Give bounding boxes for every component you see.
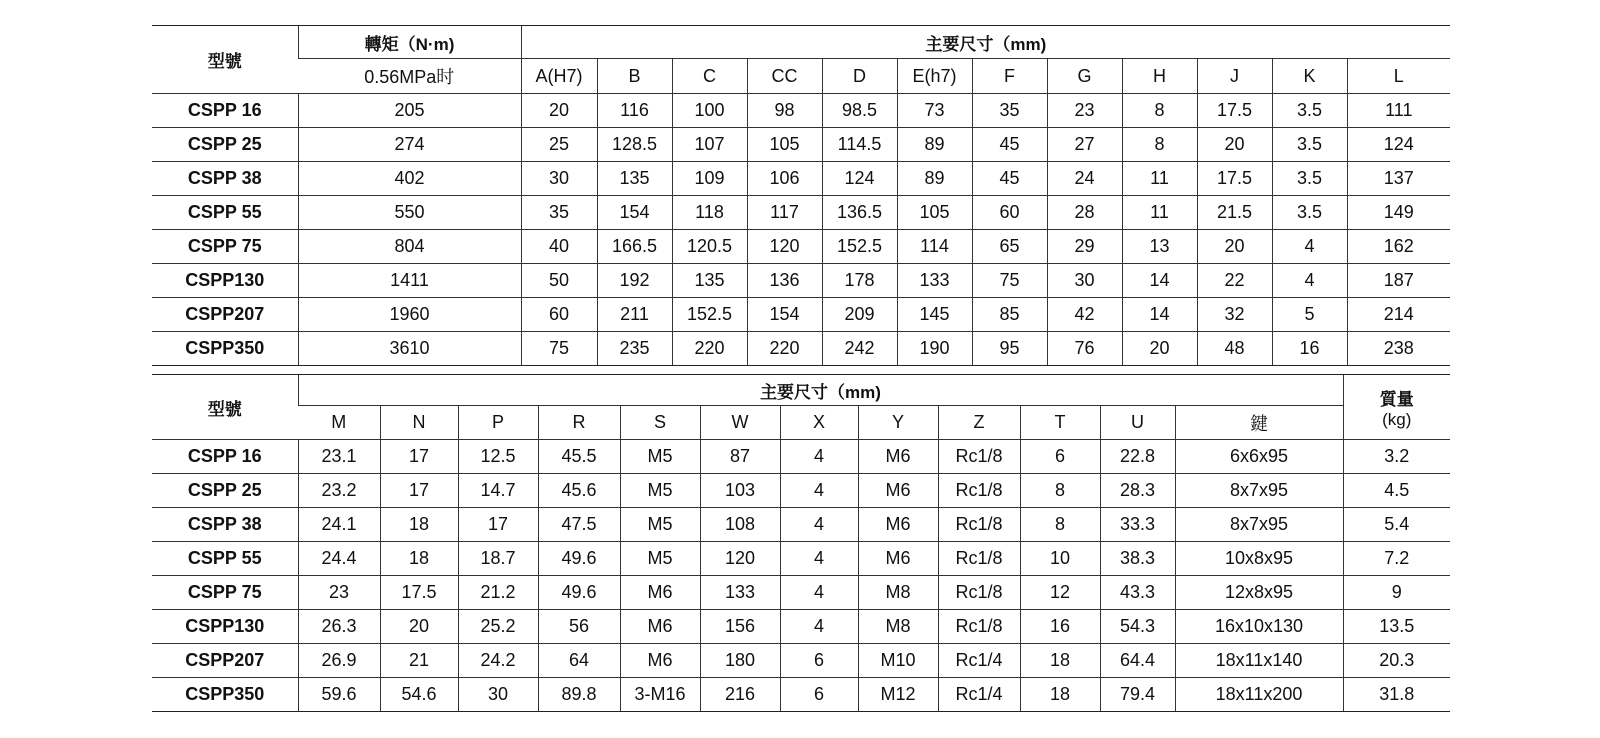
table-row	[152, 162, 1450, 196]
value-cell: 13.5	[1343, 610, 1450, 644]
value-cell: 24.1	[298, 508, 380, 542]
value-cell: 54.6	[380, 678, 458, 712]
header-mass-label: 質量	[1379, 389, 1414, 409]
value-cell: 178	[822, 264, 897, 298]
value-cell: Rc1/4	[938, 644, 1020, 678]
value-cell: 133	[700, 576, 780, 610]
value-cell: 49.6	[538, 542, 620, 576]
value-cell: 17	[380, 440, 458, 474]
value-cell: 45	[972, 128, 1047, 162]
column-header: A(H7)	[521, 59, 597, 94]
value-cell: 152.5	[672, 298, 747, 332]
value-cell: 30	[521, 162, 597, 196]
column-header: S	[620, 406, 700, 440]
dimension-table-top	[152, 25, 1450, 366]
value-cell: 29	[1047, 230, 1122, 264]
model-cell: CSPP207	[152, 644, 298, 678]
value-cell: 13	[1122, 230, 1197, 264]
table-row	[152, 474, 1450, 508]
value-cell: M5	[620, 508, 700, 542]
value-cell: 38.3	[1100, 542, 1175, 576]
value-cell: 402	[298, 162, 521, 196]
value-cell: 98.5	[822, 94, 897, 128]
value-cell: 50	[521, 264, 597, 298]
table-row	[152, 542, 1450, 576]
value-cell: 11	[1122, 162, 1197, 196]
value-cell: 550	[298, 196, 521, 230]
value-cell: 32	[1197, 298, 1272, 332]
value-cell: 192	[597, 264, 672, 298]
column-header: M	[298, 406, 380, 440]
value-cell: M6	[858, 440, 938, 474]
value-cell: 65	[972, 230, 1047, 264]
value-cell: 30	[458, 678, 538, 712]
value-cell: 28	[1047, 196, 1122, 230]
value-cell: 109	[672, 162, 747, 196]
value-cell: 6	[780, 678, 858, 712]
table-row	[152, 610, 1450, 644]
value-cell: 16	[1272, 332, 1347, 366]
table-row	[152, 94, 1450, 128]
value-cell: 209	[822, 298, 897, 332]
model-cell: CSPP350	[152, 332, 298, 366]
value-cell: 238	[1347, 332, 1450, 366]
column-header: J	[1197, 59, 1272, 94]
value-cell: 111	[1347, 94, 1450, 128]
value-cell: 4	[780, 576, 858, 610]
value-cell: 12x8x95	[1175, 576, 1343, 610]
value-cell: 106	[747, 162, 822, 196]
value-cell: 3.5	[1272, 94, 1347, 128]
value-cell: 4.5	[1343, 474, 1450, 508]
value-cell: 79.4	[1100, 678, 1175, 712]
table-row	[152, 508, 1450, 542]
model-cell: CSPP 75	[152, 230, 298, 264]
value-cell: 26.9	[298, 644, 380, 678]
value-cell: 105	[747, 128, 822, 162]
header-torque: 轉矩（N·m)	[298, 26, 521, 59]
value-cell: 804	[298, 230, 521, 264]
value-cell: 98	[747, 94, 822, 128]
value-cell: 8	[1020, 508, 1100, 542]
model-cell: CSPP207	[152, 298, 298, 332]
model-cell: CSPP 55	[152, 196, 298, 230]
column-header: 鍵	[1175, 406, 1343, 440]
value-cell: 3.5	[1272, 128, 1347, 162]
header-main-dimensions: 主要尺寸（mm)	[298, 375, 1343, 406]
value-cell: M10	[858, 644, 938, 678]
value-cell: 10x8x95	[1175, 542, 1343, 576]
value-cell: 27	[1047, 128, 1122, 162]
value-cell: 6x6x95	[1175, 440, 1343, 474]
value-cell: 18x11x200	[1175, 678, 1343, 712]
value-cell: 24.4	[298, 542, 380, 576]
value-cell: 23.2	[298, 474, 380, 508]
value-cell: 20.3	[1343, 644, 1450, 678]
value-cell: 8	[1020, 474, 1100, 508]
value-cell: 20	[380, 610, 458, 644]
value-cell: 16x10x130	[1175, 610, 1343, 644]
value-cell: 35	[521, 196, 597, 230]
value-cell: 22	[1197, 264, 1272, 298]
value-cell: 26.3	[298, 610, 380, 644]
value-cell: 17	[458, 508, 538, 542]
column-header: L	[1347, 59, 1450, 94]
value-cell: 1411	[298, 264, 521, 298]
dimension-table-bottom	[152, 374, 1450, 712]
value-cell: 120	[747, 230, 822, 264]
header-mass-unit: (kg)	[1382, 409, 1412, 429]
value-cell: 18	[380, 542, 458, 576]
value-cell: 152.5	[822, 230, 897, 264]
value-cell: 137	[1347, 162, 1450, 196]
column-header: Y	[858, 406, 938, 440]
column-header: G	[1047, 59, 1122, 94]
value-cell: Rc1/8	[938, 542, 1020, 576]
column-header: N	[380, 406, 458, 440]
table-row	[152, 298, 1450, 332]
value-cell: 25.2	[458, 610, 538, 644]
value-cell: 128.5	[597, 128, 672, 162]
value-cell: 24.2	[458, 644, 538, 678]
value-cell: 105	[897, 196, 972, 230]
value-cell: 4	[780, 508, 858, 542]
column-header: K	[1272, 59, 1347, 94]
value-cell: 59.6	[298, 678, 380, 712]
model-cell: CSPP 38	[152, 508, 298, 542]
value-cell: 60	[972, 196, 1047, 230]
value-cell: 11	[1122, 196, 1197, 230]
value-cell: 14	[1122, 298, 1197, 332]
value-cell: M5	[620, 542, 700, 576]
value-cell: 28.3	[1100, 474, 1175, 508]
value-cell: M5	[620, 440, 700, 474]
value-cell: 12	[1020, 576, 1100, 610]
value-cell: 56	[538, 610, 620, 644]
value-cell: M8	[858, 576, 938, 610]
value-cell: 154	[747, 298, 822, 332]
value-cell: 4	[1272, 264, 1347, 298]
column-header: T	[1020, 406, 1100, 440]
value-cell: Rc1/8	[938, 508, 1020, 542]
value-cell: 3.2	[1343, 440, 1450, 474]
value-cell: 242	[822, 332, 897, 366]
value-cell: 30	[1047, 264, 1122, 298]
model-cell: CSPP 16	[152, 94, 298, 128]
value-cell: 89.8	[538, 678, 620, 712]
value-cell: 180	[700, 644, 780, 678]
value-cell: 12.5	[458, 440, 538, 474]
value-cell: M12	[858, 678, 938, 712]
table-row	[152, 230, 1450, 264]
value-cell: 21	[380, 644, 458, 678]
value-cell: 3.5	[1272, 162, 1347, 196]
value-cell: M6	[620, 576, 700, 610]
column-header: P	[458, 406, 538, 440]
value-cell: M8	[858, 610, 938, 644]
value-cell: 23	[1047, 94, 1122, 128]
value-cell: 43.3	[1100, 576, 1175, 610]
value-cell: 114	[897, 230, 972, 264]
value-cell: 60	[521, 298, 597, 332]
model-cell: CSPP 25	[152, 128, 298, 162]
value-cell: 4	[780, 474, 858, 508]
value-cell: 8	[1122, 94, 1197, 128]
value-cell: 17.5	[1197, 94, 1272, 128]
value-cell: 45.6	[538, 474, 620, 508]
value-cell: 166.5	[597, 230, 672, 264]
value-cell: 22.8	[1100, 440, 1175, 474]
value-cell: 4	[780, 542, 858, 576]
value-cell: 4	[780, 610, 858, 644]
value-cell: 6	[1020, 440, 1100, 474]
value-cell: 42	[1047, 298, 1122, 332]
value-cell: 14	[1122, 264, 1197, 298]
header-torque-pressure: 0.56MPa时	[298, 59, 521, 94]
value-cell: 48	[1197, 332, 1272, 366]
value-cell: Rc1/8	[938, 440, 1020, 474]
value-cell: 75	[521, 332, 597, 366]
value-cell: 220	[747, 332, 822, 366]
value-cell: 33.3	[1100, 508, 1175, 542]
value-cell: Rc1/4	[938, 678, 1020, 712]
value-cell: 3.5	[1272, 196, 1347, 230]
value-cell: 89	[897, 128, 972, 162]
value-cell: 114.5	[822, 128, 897, 162]
value-cell: 124	[822, 162, 897, 196]
value-cell: 23	[298, 576, 380, 610]
value-cell: M6	[620, 610, 700, 644]
model-cell: CSPP130	[152, 264, 298, 298]
value-cell: 89	[897, 162, 972, 196]
value-cell: 7.2	[1343, 542, 1450, 576]
value-cell: 235	[597, 332, 672, 366]
value-cell: 3-M16	[620, 678, 700, 712]
model-cell: CSPP 25	[152, 474, 298, 508]
value-cell: 20	[1122, 332, 1197, 366]
column-header: X	[780, 406, 858, 440]
value-cell: 45	[972, 162, 1047, 196]
value-cell: 162	[1347, 230, 1450, 264]
value-cell: M6	[858, 542, 938, 576]
value-cell: 18	[1020, 678, 1100, 712]
value-cell: 64.4	[1100, 644, 1175, 678]
value-cell: 40	[521, 230, 597, 264]
value-cell: Rc1/8	[938, 474, 1020, 508]
value-cell: 107	[672, 128, 747, 162]
value-cell: Rc1/8	[938, 576, 1020, 610]
value-cell: 64	[538, 644, 620, 678]
value-cell: 136.5	[822, 196, 897, 230]
value-cell: 154	[597, 196, 672, 230]
value-cell: 47.5	[538, 508, 620, 542]
value-cell: 133	[897, 264, 972, 298]
value-cell: 117	[747, 196, 822, 230]
value-cell: 24	[1047, 162, 1122, 196]
value-cell: 73	[897, 94, 972, 128]
table-row	[152, 332, 1450, 366]
model-cell: CSPP 38	[152, 162, 298, 196]
value-cell: 136	[747, 264, 822, 298]
value-cell: 49.6	[538, 576, 620, 610]
value-cell: 274	[298, 128, 521, 162]
value-cell: 18	[380, 508, 458, 542]
value-cell: 124	[1347, 128, 1450, 162]
model-cell: CSPP 55	[152, 542, 298, 576]
value-cell: 8	[1122, 128, 1197, 162]
value-cell: 4	[1272, 230, 1347, 264]
table-row	[152, 264, 1450, 298]
value-cell: 3610	[298, 332, 521, 366]
column-header: C	[672, 59, 747, 94]
value-cell: 149	[1347, 196, 1450, 230]
value-cell: M6	[620, 644, 700, 678]
value-cell: 135	[597, 162, 672, 196]
value-cell: 211	[597, 298, 672, 332]
value-cell: 35	[972, 94, 1047, 128]
value-cell: 20	[1197, 230, 1272, 264]
value-cell: 18x11x140	[1175, 644, 1343, 678]
value-cell: 25	[521, 128, 597, 162]
value-cell: 95	[972, 332, 1047, 366]
value-cell: 9	[1343, 576, 1450, 610]
column-header: H	[1122, 59, 1197, 94]
table-row	[152, 576, 1450, 610]
value-cell: 17	[380, 474, 458, 508]
column-header: R	[538, 406, 620, 440]
value-cell: 5.4	[1343, 508, 1450, 542]
value-cell: 23.1	[298, 440, 380, 474]
model-cell: CSPP 75	[152, 576, 298, 610]
value-cell: 75	[972, 264, 1047, 298]
header-main-dimensions: 主要尺寸（mm)	[521, 26, 1450, 59]
header-model: 型號	[152, 375, 298, 440]
value-cell: 87	[700, 440, 780, 474]
value-cell: 190	[897, 332, 972, 366]
value-cell: 6	[780, 644, 858, 678]
model-cell: CSPP130	[152, 610, 298, 644]
value-cell: 135	[672, 264, 747, 298]
value-cell: 16	[1020, 610, 1100, 644]
value-cell: 18	[1020, 644, 1100, 678]
value-cell: 14.7	[458, 474, 538, 508]
value-cell: 108	[700, 508, 780, 542]
value-cell: 31.8	[1343, 678, 1450, 712]
value-cell: 18.7	[458, 542, 538, 576]
value-cell: M6	[858, 474, 938, 508]
value-cell: 187	[1347, 264, 1450, 298]
column-header: B	[597, 59, 672, 94]
column-header: Z	[938, 406, 1020, 440]
value-cell: 20	[521, 94, 597, 128]
value-cell: 4	[780, 440, 858, 474]
value-cell: 17.5	[380, 576, 458, 610]
value-cell: 120	[700, 542, 780, 576]
value-cell: 216	[700, 678, 780, 712]
table-row	[152, 128, 1450, 162]
value-cell: 1960	[298, 298, 521, 332]
value-cell: 145	[897, 298, 972, 332]
value-cell: 45.5	[538, 440, 620, 474]
value-cell: M5	[620, 474, 700, 508]
value-cell: 17.5	[1197, 162, 1272, 196]
value-cell: 156	[700, 610, 780, 644]
value-cell: 76	[1047, 332, 1122, 366]
value-cell: 5	[1272, 298, 1347, 332]
column-header: F	[972, 59, 1047, 94]
table-row	[152, 440, 1450, 474]
value-cell: 214	[1347, 298, 1450, 332]
value-cell: 205	[298, 94, 521, 128]
value-cell: 103	[700, 474, 780, 508]
value-cell: 85	[972, 298, 1047, 332]
column-header: W	[700, 406, 780, 440]
model-cell: CSPP350	[152, 678, 298, 712]
table-row	[152, 644, 1450, 678]
column-header: E(h7)	[897, 59, 972, 94]
value-cell: 8x7x95	[1175, 474, 1343, 508]
header-model: 型號	[152, 26, 298, 94]
value-cell: 10	[1020, 542, 1100, 576]
value-cell: 100	[672, 94, 747, 128]
value-cell: 116	[597, 94, 672, 128]
value-cell: 20	[1197, 128, 1272, 162]
value-cell: Rc1/8	[938, 610, 1020, 644]
value-cell: 220	[672, 332, 747, 366]
column-header: D	[822, 59, 897, 94]
value-cell: 8x7x95	[1175, 508, 1343, 542]
value-cell: 21.5	[1197, 196, 1272, 230]
value-cell: M6	[858, 508, 938, 542]
value-cell: 54.3	[1100, 610, 1175, 644]
table-row	[152, 196, 1450, 230]
table-row	[152, 678, 1450, 712]
value-cell: 21.2	[458, 576, 538, 610]
column-header: U	[1100, 406, 1175, 440]
value-cell: 118	[672, 196, 747, 230]
column-header: CC	[747, 59, 822, 94]
value-cell: 120.5	[672, 230, 747, 264]
model-cell: CSPP 16	[152, 440, 298, 474]
header-mass	[1343, 375, 1450, 440]
